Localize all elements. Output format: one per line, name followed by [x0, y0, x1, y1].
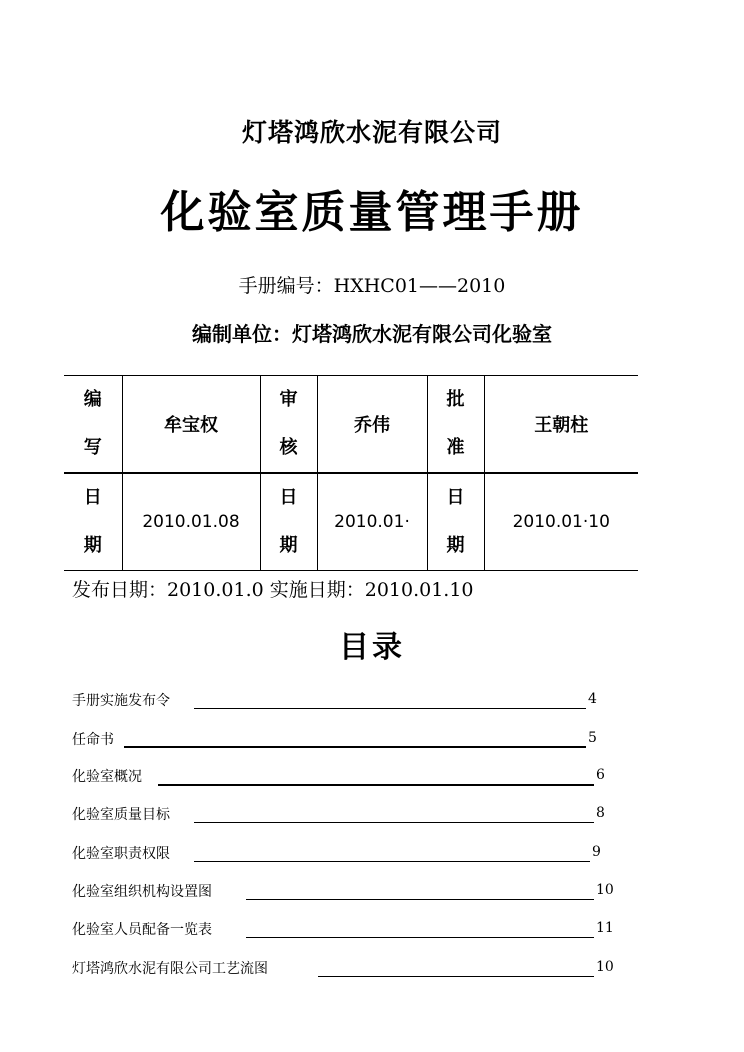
- label-compiler-b: 写: [83, 437, 102, 458]
- toc-leader-line: [246, 937, 594, 938]
- label-reviewer-a: 审: [279, 389, 298, 410]
- toc-item-label[interactable]: 任命书: [72, 732, 114, 748]
- approve-date: 2010.01·10: [484, 473, 638, 571]
- release-dates: 发布日期：2010.01.0 实施日期：2010.01.10: [72, 579, 474, 601]
- toc-title: 目录: [339, 630, 405, 665]
- toc-item-page: 8: [596, 805, 605, 821]
- label-compiler-a: 编: [83, 389, 102, 410]
- reviewer-name: 乔伟: [317, 376, 427, 474]
- table-cell: [64, 473, 122, 571]
- toc-item-label[interactable]: 化验室质量目标: [72, 807, 170, 823]
- document-title: 化验室质量管理手册: [160, 187, 584, 238]
- compiling-unit: 编制单位：灯塔鸿欣水泥有限公司化验室: [192, 322, 552, 346]
- label-date-b: 期: [279, 535, 298, 556]
- label-approver-a: 批: [446, 389, 465, 410]
- toc-item-page: 5: [588, 730, 597, 746]
- toc-leader-line: [318, 976, 594, 977]
- toc-leader-line: [124, 746, 586, 748]
- label-date-a: 日: [279, 487, 298, 508]
- manual-number: 手册编号：HXHC01——2010: [238, 275, 506, 297]
- label-reviewer-b: 核: [279, 437, 298, 458]
- table-row: [64, 473, 638, 571]
- toc-item-page: 10: [596, 882, 614, 898]
- table-cell: [427, 473, 484, 571]
- toc-item-label[interactable]: 化验室人员配备一览表: [72, 922, 212, 938]
- toc-item-label[interactable]: 灯塔鸿欣水泥有限公司工艺流图: [72, 961, 268, 977]
- label-approver-b: 准: [446, 437, 465, 458]
- toc-item-page: 4: [588, 691, 597, 707]
- table-row: [64, 376, 638, 474]
- toc-item-label[interactable]: 手册实施发布令: [72, 693, 170, 709]
- company-name: 灯塔鸿欣水泥有限公司: [241, 118, 502, 147]
- label-date-b: 期: [83, 535, 102, 556]
- label-date-a: 日: [83, 487, 102, 508]
- table-cell: [427, 376, 484, 474]
- toc-leader-line: [194, 708, 586, 709]
- toc-item-page: 10: [596, 959, 614, 975]
- toc-item-page: 6: [596, 767, 605, 783]
- label-date-b: 期: [446, 535, 465, 556]
- table-cell: [260, 376, 317, 474]
- toc-item-page: 11: [596, 920, 614, 936]
- table-cell: [260, 473, 317, 571]
- toc-item-label[interactable]: 化验室概况: [72, 769, 142, 785]
- toc-item-page: 9: [592, 844, 601, 860]
- approver-name: 王朝柱: [484, 376, 638, 474]
- table-cell: [64, 376, 122, 474]
- toc-leader-line: [194, 822, 594, 823]
- toc-leader-line: [246, 899, 594, 900]
- toc-leader-line: [158, 784, 594, 786]
- approval-table: [64, 375, 638, 571]
- label-date-a: 日: [446, 487, 465, 508]
- review-date: 2010.01·: [317, 473, 427, 571]
- compiler-name: 牟宝权: [122, 376, 260, 474]
- compile-date: 2010.01.08: [122, 473, 260, 571]
- toc-item-label[interactable]: 化验室组织机构设置图: [72, 884, 212, 900]
- toc-item-label[interactable]: 化验室职责权限: [72, 846, 170, 862]
- toc-leader-line: [194, 861, 590, 862]
